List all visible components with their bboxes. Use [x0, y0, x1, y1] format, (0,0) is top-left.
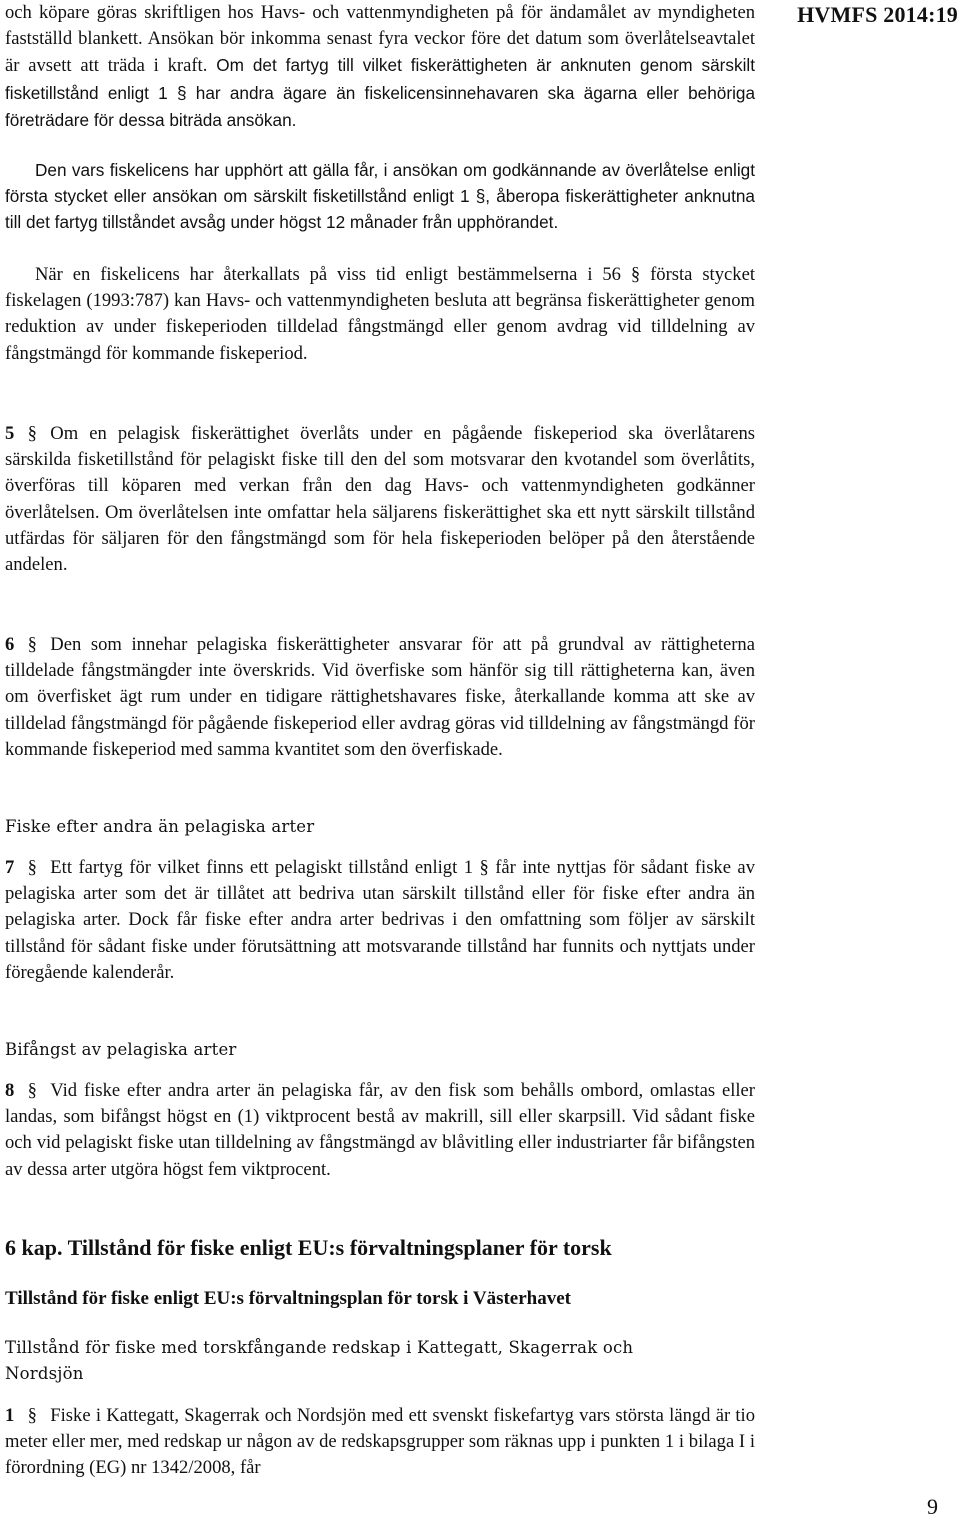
section-number: 7 [5, 857, 15, 878]
section-text: Om en pelagisk fiskerättighet överlåts under en pågående fiskeperiod ska överlåtarens särskilda fisketillstånd för pelagiskt fiske till den del som motsvarar den kvotandel som överlåtits, överföras till köparen med verkan från den dag Havs- och vattenmyndigheten godkänner överlåtelsen. Om överlåtelsen inte omfattar hela säljarens fiskerättighet ska ett nytt särskilt tillstånd utfärdas för säljaren för den fångstmängd som för hela fiskeperioden belöper på den återstående andelen. [5, 423, 755, 576]
section-sign-icon: § [27, 1405, 37, 1426]
section-sign-icon: § [27, 423, 37, 444]
section-text: Vid fiske efter andra arter än pelagiska får, av den fisk som behålls ombord, omlastas eller landas, som bifångst högst en (1) viktprocent bestå av makrill, sill eller skarpsill. Vid sådant fiske och vid pelagiskt fiske utan tilldelning av fångstmängd av blåvitling eller industriarter får bifångsten av dessa arter utgöra högst fem viktprocent. [5, 1080, 755, 1180]
section-7 [5, 855, 755, 986]
bold-subheading: Tillstånd för fiske enligt EU:s förvaltningsplan för torsk i Västerhavet [5, 1288, 571, 1309]
section-5 [5, 421, 755, 578]
paragraph-text: , åberopa fiskerättigheter anknutna till det fartyg tillståndet avsåg under högst 12 månader från upphörandet. [5, 186, 755, 233]
paragraph-sans-part: har andra ägare än fiskelicensinnehavaren ska ägarna eller behöriga företrädare för dessa biträda ansökan. [5, 82, 756, 130]
section-sign-icon: § [475, 186, 486, 207]
paragraph-transfer-application [5, 0, 755, 134]
paragraph-text: första stycket fiskelagen (1993:787) kan Havs- och vattenmyndigheten besluta att begränsa fiskerättigheter genom reduktion av under fiskeperioden tilldelad fångstmängd eller genom avdrag vid tilldelning av fångstmängd för kommande fiskeperiod. [5, 264, 755, 364]
paragraph-expired-license [5, 157, 755, 236]
section-8 [5, 1078, 755, 1183]
section-number: 6 [5, 634, 15, 655]
paragraph-sans-part: Om det fartyg till vilket fiskerättigheten är anknuten genom särskilt fisketillstånd enligt 1 [5, 55, 755, 103]
paragraph-revoked-license [5, 262, 755, 367]
section-sign-icon: § [27, 1080, 37, 1101]
section-number: 8 [5, 1080, 15, 1101]
document-code: HVMFS 2014:19 [797, 2, 958, 27]
paragraph-text: Den vars fiskelicens har upphört att gälla får, i ansökan om godkännande av överlåtelse enligt första stycket eller ansökan om särskilt fisketillstånd enligt 1 [5, 160, 755, 207]
section-sign-icon: § [27, 634, 37, 655]
section-sign-icon: § [630, 264, 641, 285]
section-1 [5, 1403, 755, 1482]
subheading-cod-gear: Tillstånd för fiske med torskfångande redskap i Kattegatt, Skagerrak och Nordsjön [5, 1338, 634, 1383]
section-number: 1 [5, 1405, 15, 1426]
section-sign-icon: § [27, 857, 37, 878]
section-text: Den som innehar pelagiska fiskerättigheter ansvarar för att på grundval av rättigheterna tilldelade fångstmängder inte överskrids. Vid överfiske som hänför sig till rättigheterna kan, även om överfisket ägt rum under en tidigare rättighetshavares fiske, återkallande komma att ske av tilldelad fångstmängd för pågående fiskeperiod eller avdrag göras vid tilldelning av fångstmängd för kommande fiskeperiod med samma kvantitet som den överfiskade. [5, 634, 755, 760]
section-text: Fiske i Kattegatt, Skagerrak och Nordsjön med ett svenskt fiskefartyg vars största längd är tio meter eller mer, med redskap ur någon av de redskapsgrupper som räknas upp i punkten 1 i bilaga I i förordning (EG) nr 1342/2008, får [5, 1405, 755, 1479]
section-6 [5, 632, 755, 763]
section-number: 5 [5, 423, 15, 444]
page-number: 9 [927, 1494, 938, 1519]
paragraph-text: När en fiskelicens har återkallats på viss tid enligt bestämmelserna i 56 [35, 264, 631, 285]
subheading-other-species: Fiske efter andra än pelagiska arter [5, 817, 315, 836]
section-text: Ett fartyg för vilket finns ett pelagiskt tillstånd enligt 1 § får inte nyttjas för sådant fiske av pelagiska arter som det är tillåtet att bedriva utan särskilt tillstånd eller för fiske efter andra än pelagiska arter. Dock får fiske efter andra arter bedrivas i den omfattning som följer av särskilt tillstånd för sådant fiske under förutsättning att motsvarande tillstånd har funnits och nyttjats under föregående kalenderår. [5, 857, 755, 983]
section-sign-icon: § [176, 82, 187, 103]
paragraph-serif-part: och köpare göras skriftligen hos Havs- och vattenmyndigheten på för ändamålet av myndigheten fastställd blankett. Ansökan bör inkomma senast fyra veckor före det datum som överlåtelseavtalet är avsett att träda i kraft. [5, 2, 755, 77]
subheading-bycatch: Bifångst av pelagiska arter [5, 1040, 237, 1059]
chapter-heading: 6 kap. Tillstånd för fiske enligt EU:s förvaltningsplaner för torsk [5, 1235, 612, 1260]
